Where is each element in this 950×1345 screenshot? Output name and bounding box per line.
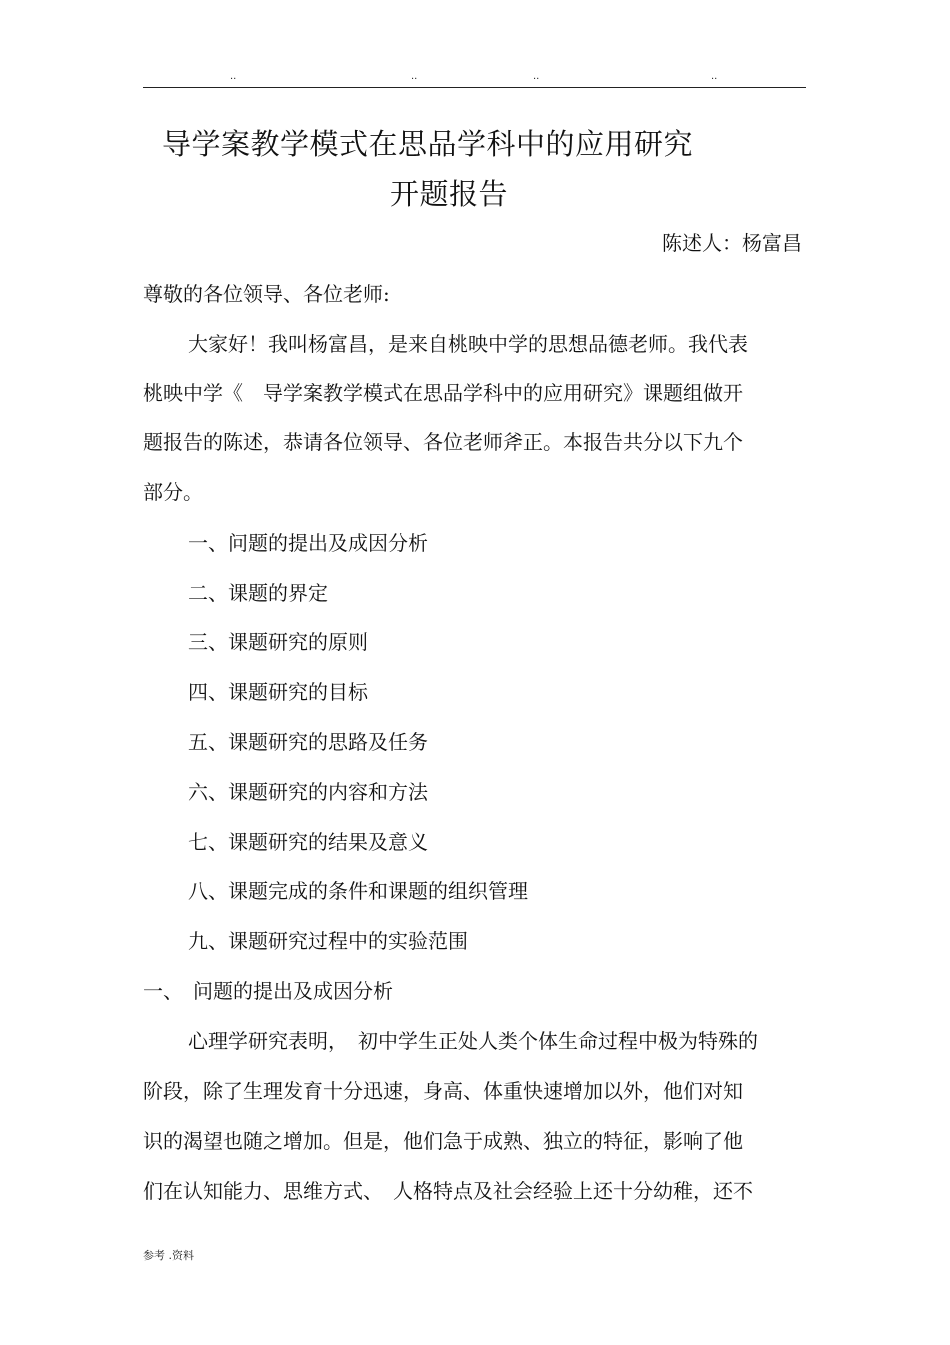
header-mark: .. bbox=[411, 71, 418, 82]
page-footer: 参考 .资料 bbox=[143, 1249, 194, 1262]
outline-item: 三、课题研究的原则 bbox=[188, 630, 368, 654]
salutation: 尊敬的各位领导、各位老师: bbox=[143, 282, 390, 306]
outline-item: 四、课题研究的目标 bbox=[188, 680, 368, 704]
header-mark: .. bbox=[711, 71, 718, 82]
page-header-marks bbox=[0, 70, 950, 84]
document-title-line-1: 导学案教学模式在思品学科中的应用研究 bbox=[162, 127, 694, 161]
intro-line: 大家好！我叫杨富昌，是来自桃映中学的思想品德老师。我代表 bbox=[188, 332, 748, 356]
outline-item: 八、课题完成的条件和课题的组织管理 bbox=[188, 879, 528, 903]
presenter-line: 陈述人：杨富昌 bbox=[662, 231, 802, 255]
intro-line: 题报告的陈述，恭请各位领导、各位老师斧正。本报告共分以下九个 bbox=[143, 430, 743, 454]
intro-line: 桃映中学《 导学案教学模式在思品学科中的应用研究》课题组做开 bbox=[143, 381, 743, 405]
header-rule bbox=[143, 87, 806, 88]
header-mark: .. bbox=[230, 71, 237, 82]
outline-item: 五、课题研究的思路及任务 bbox=[188, 730, 428, 754]
body-line: 识的渴望也随之增加。但是，他们急于成熟、独立的特征，影响了他 bbox=[143, 1129, 743, 1153]
outline-item: 一、问题的提出及成因分析 bbox=[188, 531, 428, 555]
body-line: 们在认知能力、思维方式、 人格特点及社会经验上还十分幼稚，还不 bbox=[143, 1179, 753, 1203]
intro-line: 部分。 bbox=[143, 480, 203, 504]
body-line: 阶段，除了生理发育十分迅速，身高、体重快速增加以外，他们对知 bbox=[143, 1079, 743, 1103]
outline-item: 七、课题研究的结果及意义 bbox=[188, 830, 428, 854]
document-title-line-2: 开题报告 bbox=[390, 177, 509, 211]
body-line: 心理学研究表明， 初中学生正处人类个体生命过程中极为特殊的 bbox=[188, 1029, 758, 1053]
outline-item: 九、课题研究过程中的实验范围 bbox=[188, 929, 468, 953]
header-mark: .. bbox=[533, 71, 540, 82]
section-heading: 一、 问题的提出及成因分析 bbox=[143, 979, 393, 1003]
outline-item: 六、课题研究的内容和方法 bbox=[188, 780, 428, 804]
outline-item: 二、课题的界定 bbox=[188, 581, 328, 605]
